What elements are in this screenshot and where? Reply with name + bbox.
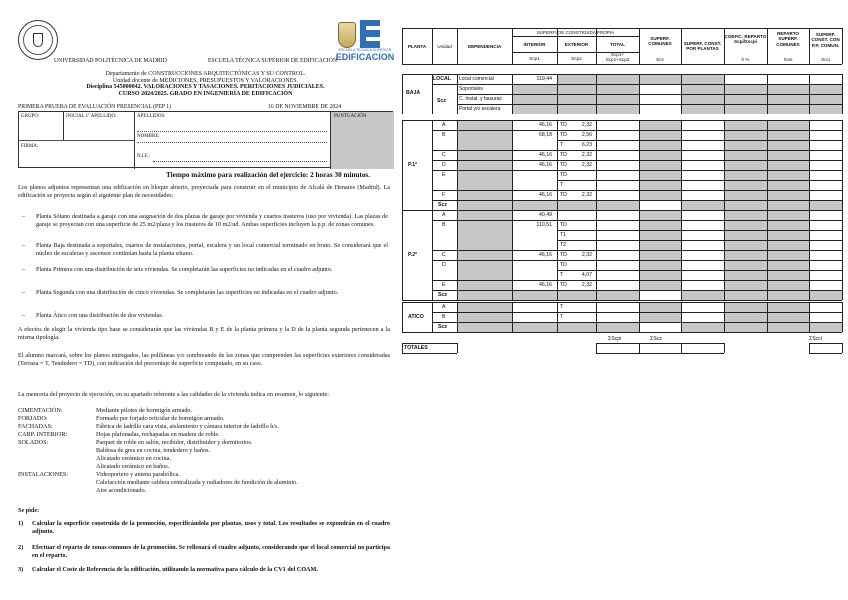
unidad-label: F: [442, 192, 446, 198]
grid-line: [639, 343, 640, 353]
grid-line: [432, 170, 842, 171]
grid-line: [402, 74, 403, 114]
unidad-scz: Scz: [438, 292, 447, 298]
header-interior: INTERIOR: [523, 41, 546, 47]
grid-line: [809, 343, 842, 344]
puntuacion-label: PUNTUACIÓN: [334, 114, 367, 119]
unidad-label: A: [442, 212, 446, 218]
nombre-label: NOMBRE:: [137, 134, 160, 139]
grid-line: [402, 353, 457, 354]
intro-paragraph: Los planos adjuntos representan una edificación en bloque abierto, proyectada para construir en el municipio de Alcalá de Henares (Madrid). La edificación se proyecta según el siguiente plan de necesidades:: [18, 184, 390, 199]
grid-line: [432, 210, 433, 300]
header-unidad: Unidad: [437, 43, 452, 49]
exterior-type: TD: [560, 252, 567, 258]
unidad-label: C: [442, 252, 446, 258]
exterior-type: T2: [560, 242, 567, 248]
exterior-type: TD: [560, 162, 567, 168]
header-cpc: SUPERF. CONST. CON P.P. COMUN.: [811, 31, 840, 48]
grid-line: [432, 130, 842, 131]
grid-line: [639, 302, 640, 332]
header-total: TOTAL: [610, 41, 625, 47]
grid-line: [809, 120, 810, 210]
paragraph-superficies: El alumno marcará, sobre los planos entregados, las polilíneas y/o sombreando de las zonas que comprenden las superficies exteriores consideradas (Terraza = T, Tendedero = TD), con indicación del porcentaje de superficie computado, en su caso.: [18, 352, 390, 367]
apellidos-label: APELLIDOS:: [137, 114, 166, 119]
grid-line: [842, 210, 843, 300]
grid-line: [457, 302, 458, 332]
header-const-plantas: SUPERF. CONST. POR PLANTAS: [683, 40, 722, 51]
grid-line: [681, 302, 682, 332]
department: Departamento de CONSTRUCCIONES ARQUITECTÓNICAS Y SU CONTROL.: [105, 71, 306, 77]
grid-line: [432, 190, 842, 191]
grid-line: [557, 140, 842, 141]
bullet-item: – Planta Primera con una distribución de seis viviendas. Se completarán las superficies no indicadas en el cuadro adjunto.: [22, 266, 333, 273]
grid-line: [402, 64, 842, 65]
interior-value: 46,16: [539, 152, 552, 158]
exterior-type: T: [560, 314, 564, 320]
shaded-cell: [639, 74, 681, 84]
grid-line: [432, 160, 842, 161]
grid-line: [557, 230, 842, 231]
header-comunes: SUPERF. COMUNES: [648, 35, 672, 46]
exterior-value: 2,32: [581, 252, 592, 258]
interior-value: 119,44: [536, 76, 552, 82]
se-pide: Se pide:: [18, 507, 40, 514]
shaded-cell: [512, 84, 639, 114]
exterior-type: T1: [560, 232, 567, 238]
grid-line: [512, 210, 513, 300]
grid-line: [681, 120, 682, 210]
unidad-label: B: [442, 314, 446, 320]
unidad-label: D: [442, 262, 446, 268]
logo-text: EDIFICACION: [335, 52, 395, 62]
student-form: [18, 111, 393, 168]
grid-line: [557, 270, 842, 271]
header-coef: COEFIC. REPARTO Scpi/Σscpi: [724, 33, 767, 44]
sum-scci: ΣScci: [809, 336, 823, 342]
interior-value: 46,16: [539, 122, 552, 128]
sum-scz: ΣScz: [650, 336, 662, 342]
totales-label: TOTALES: [404, 345, 428, 351]
header-scp1: Scp1: [529, 55, 540, 61]
inicial-label: INICIAL 1º APELLIDO:: [66, 114, 117, 119]
grid-line: [432, 322, 842, 323]
unidad-scz: Scz: [438, 324, 447, 330]
exterior-value: 2,32: [581, 282, 592, 288]
exam-name: PRIMERA PRUEBA DE EVALUACIÓN PRESENCIAL (PEP 1): [18, 104, 172, 110]
interior-value: 68,18: [539, 132, 552, 138]
bullet-item: – Planta Ático con una distribución de dos viviendas.: [22, 312, 164, 319]
exterior-type: T: [560, 304, 564, 310]
grid-line: [457, 94, 842, 95]
interior-value: 46,16: [539, 192, 552, 198]
exterior-type: TD: [560, 282, 567, 288]
score-box[interactable]: [330, 112, 394, 169]
paragraph-memoria: La memoria del proyecto de ejecución, en su apartado referente a las calidades de la vivienda indica en resumen, lo siguiente:: [18, 391, 329, 398]
header-dependencia: DEPENDENCIA: [467, 43, 502, 49]
grid-line: [402, 343, 457, 344]
grid-line: [596, 343, 724, 344]
grid-line: [432, 312, 842, 313]
grid-line: [557, 240, 842, 241]
grid-line: [432, 84, 842, 85]
time-limit: Tiempo máximo para realización del ejercicio: 2 horas 30 minutos.: [166, 171, 371, 179]
exterior-type: TD: [560, 222, 567, 228]
grid-line: [809, 353, 842, 354]
crest-icon: [338, 22, 356, 48]
shaded-cell: [681, 290, 842, 300]
exterior-type: TD: [560, 132, 567, 138]
shaded-cell: [767, 84, 809, 114]
exterior-value: 2,56: [581, 132, 592, 138]
shaded-cell: [767, 210, 809, 300]
interior-value: 110,51: [536, 222, 552, 228]
sum-scpi: ΣScpi: [608, 336, 622, 342]
grid-line: [557, 180, 842, 181]
grid-line: [809, 343, 810, 353]
grid-line: [557, 302, 558, 332]
bullet-item: – Planta Segunda con una distribución de cinco viviendas. Se completarán las superficies no indicadas en el cuadro adjunto.: [22, 289, 339, 296]
exterior-value: 2,32: [581, 192, 592, 198]
grid-line: [842, 343, 843, 353]
paragraph-tipologia: A efectos de elegir la vivienda tipo base se considerarán que las viviendas B y E de la planta primera y la D de la planta segunda pertenecen a la misma tipología.: [18, 326, 390, 341]
header-exterior: EXTERIOR: [564, 41, 589, 47]
grid-line: [432, 260, 842, 261]
unidad-local: LOCAL: [433, 76, 451, 82]
grid-line: [724, 210, 725, 300]
shaded-cell: [724, 210, 767, 300]
grid-line: [639, 210, 640, 300]
exterior-type: TD: [560, 152, 567, 158]
unidad-label: E: [442, 282, 446, 288]
grid-line: [432, 302, 433, 332]
unidad-label: C: [442, 152, 446, 158]
unidad-scz: Scz: [437, 98, 446, 104]
header-reparto: REPARTO SUPERF. COMUNES: [776, 30, 800, 47]
interior-value: 40,49: [539, 212, 552, 218]
shaded-cell: [724, 84, 767, 114]
exterior-type: TD: [560, 172, 567, 178]
grid-line: [767, 210, 768, 300]
exterior-value: 2,32: [581, 122, 592, 128]
shaded-cell: [809, 84, 842, 114]
grid-line: [402, 300, 842, 301]
grid-line: [681, 343, 682, 353]
grid-line: [809, 210, 810, 300]
exterior-type: T: [560, 182, 564, 188]
grid-line: [842, 74, 843, 114]
exterior-value: 4,07: [581, 272, 592, 278]
grupo-label: GRUPO:: [21, 114, 40, 119]
university-name: UNIVERSIDAD POLITÉCNICA DE MADRID: [54, 58, 167, 64]
grid-line: [432, 200, 842, 201]
grid-line: [557, 210, 558, 300]
grid-line: [402, 210, 403, 300]
exterior-type: TD: [560, 262, 567, 268]
unidad-label: B: [442, 222, 446, 228]
grid-line: [432, 280, 842, 281]
grid-line: [402, 120, 403, 210]
exterior-type: T: [560, 272, 564, 278]
nif-label: N.I.F.:: [137, 154, 150, 159]
grid-line: [596, 343, 597, 353]
department-block: [18, 71, 393, 97]
school-name: ESCUELA TÉCNICA SUPERIOR DE EDIFICACIÓN: [208, 58, 338, 64]
header-cpc-sub: Scci: [821, 56, 830, 62]
header-scp12: Scp1+ Scp1+Scp2: [605, 52, 630, 62]
exam-date: 16 DE NOVIEMBRE DE 2024: [268, 104, 342, 110]
exterior-value: 2,32: [581, 162, 592, 168]
shaded-cell: [557, 74, 639, 84]
unidad-scz: Scz: [438, 202, 447, 208]
teaching-unit: Unidad docente de MEDICIONES, PRESUPUESTOS Y VALORACIONES.: [112, 77, 299, 84]
header-coef-sub: h %: [741, 56, 750, 62]
grid-line: [842, 28, 843, 64]
shaded-cell: [457, 200, 639, 210]
grid-line: [432, 120, 433, 210]
shaded-cell: [681, 200, 842, 210]
bullet-item: – Planta Baja destinada a soportales, cuartos de instalaciones, portal, escalera y un local comercial terminado en bruto. Se considerará que el núcleo de escaleras y ascensor continúan hasta la planta sótano.: [22, 242, 388, 257]
grid-line: [457, 210, 458, 300]
shaded-cell: [724, 120, 767, 210]
grid-line: [842, 120, 843, 210]
planta-label: P.2ª: [408, 252, 418, 258]
interior-value: 46,16: [539, 252, 552, 258]
grid-line: [402, 332, 842, 333]
grid-line: [512, 120, 513, 210]
grid-line: [724, 302, 725, 332]
etsem-logo: [335, 20, 398, 62]
grid-line: [724, 120, 725, 210]
planta-label: ATICO: [408, 314, 424, 320]
exterior-value: 2,32: [581, 152, 592, 158]
firma-label: FIRMA:: [21, 144, 39, 149]
header-scp: SUPERFICIE CONSTRUIDA PROPIA: [536, 29, 615, 35]
interior-value: 46,16: [539, 282, 552, 288]
memoria-list: CIMENTACIÓN: Mediante pilotes de hormigón armado. FORJADO: Formado por forjado reticular de hormigón armado. FACHADAS: Fábrica de ladrillo cara vista, aislamiento y cámara interior de ladrillo h/s. CARP. INTERIOR: Hojas plafonadas, rechapadas en madera de roble. SOLADOS: Parquet de roble en salón, recibidor, distribuidor y dormitorios. Baldosa de gres en cocina, tendedero y baños. Alicatado cerámico en cocina. Alicatado cerámico en baños. INSTALACIONES: Videoportero y antena parabólica. Calefacción mediante caldera centralizada y radiadores de fundición de aluminio. Aire acondicionado.: [18, 407, 298, 494]
exterior-type: T: [560, 142, 564, 148]
grid-line: [432, 250, 842, 251]
grid-line: [596, 353, 724, 354]
shaded-cell: [457, 290, 639, 300]
header-reparto-sub: Scsi: [783, 56, 793, 62]
header-scp2: Scp2: [571, 55, 582, 61]
grid-line: [512, 302, 513, 332]
shaded-cell: [681, 322, 842, 332]
grid-line: [639, 120, 640, 210]
planta-label: P.1ª: [408, 162, 418, 168]
interior-value: 46,16: [539, 162, 552, 168]
grid-line: [596, 210, 597, 300]
question-3: 3) Calcular el Coste de Referencia de la edificación, utilizando la normativa para cálculo de la CV1 del COAM.: [18, 566, 318, 573]
grid-line: [432, 290, 842, 291]
header-comunes-sub: Scz: [656, 56, 664, 62]
grid-line: [402, 210, 842, 211]
unidad-label: A: [442, 304, 446, 310]
grid-line: [457, 120, 458, 210]
grid-line: [809, 302, 810, 332]
bullet-item: – Planta Sótano destinada a garaje con una asignación de dos plazas de garaje por vivienda y cuartos trasteros (uso por vivienda). Las plazas de garaje se proyectan con una superficie de 25 m2/plaza y los trasteros de 10 m2/ud. Ambas superficies incluyen la p.p. de zonas comunes.: [22, 213, 388, 228]
course: CURSO 2024/2025. GRADO EN INGENIERÍA DE EDIFICACIÓN: [118, 90, 293, 97]
grid-line: [681, 210, 682, 300]
exam-sheet: [18, 20, 393, 595]
unidad-label: B: [442, 132, 446, 138]
grid-line: [557, 120, 558, 210]
grid-line: [457, 104, 842, 105]
e-logo-icon: [360, 20, 380, 48]
shaded-cell: [457, 322, 639, 332]
grid-line: [457, 343, 458, 353]
subject: Disciplina 545000042. VALORACIONES Y TASACIONES. PERITACIONES JUDICIALES.: [86, 84, 325, 91]
question-1: 1) Calcular la superficie construida de la promoción, especificándola por plantas, usos y total. Los resultados se expondrán en el cuadro adjunto.: [18, 520, 390, 535]
grid-line: [767, 302, 768, 332]
exterior-type: TD: [560, 122, 567, 128]
grid-line: [402, 343, 403, 353]
grid-line: [724, 343, 725, 353]
header-planta: PLANTA: [407, 43, 427, 49]
dependencia-label: Soportales: [459, 86, 483, 92]
grid-line: [402, 302, 403, 332]
dependencia-label: C. Instal. y basuras: [459, 96, 502, 102]
exterior-type: TD: [560, 192, 567, 198]
grid-line: [767, 120, 768, 210]
grid-line: [402, 74, 842, 75]
grid-line: [596, 120, 597, 210]
grid-line: [432, 150, 842, 151]
planta-baja: BAJA: [406, 90, 421, 96]
upm-seal-logo: [18, 20, 58, 60]
dependencia-label: Portal y/o escalera: [459, 106, 501, 112]
unidad-label: A: [442, 122, 446, 128]
surface-table: [402, 28, 842, 398]
exterior-value: 6,23: [581, 142, 592, 148]
unidad-label: D: [442, 162, 446, 168]
logo-small-text: ESCUELA TÉCNICA SUPERIOR: [338, 48, 392, 52]
dependencia-label: Local comercial: [459, 76, 494, 82]
grid-line: [596, 302, 597, 332]
grid-line: [432, 220, 842, 221]
grid-line: [402, 120, 842, 121]
question-2: 2) Efectuar el reparto de zonas comunes de la promoción. Se rellenará el cuadro adjunto, considerando que el local comercial no participa en el reparto.: [18, 544, 390, 559]
grid-line: [842, 302, 843, 332]
shaded-cell: [767, 120, 809, 210]
unidad-label: E: [442, 172, 446, 178]
grid-line: [402, 302, 842, 303]
